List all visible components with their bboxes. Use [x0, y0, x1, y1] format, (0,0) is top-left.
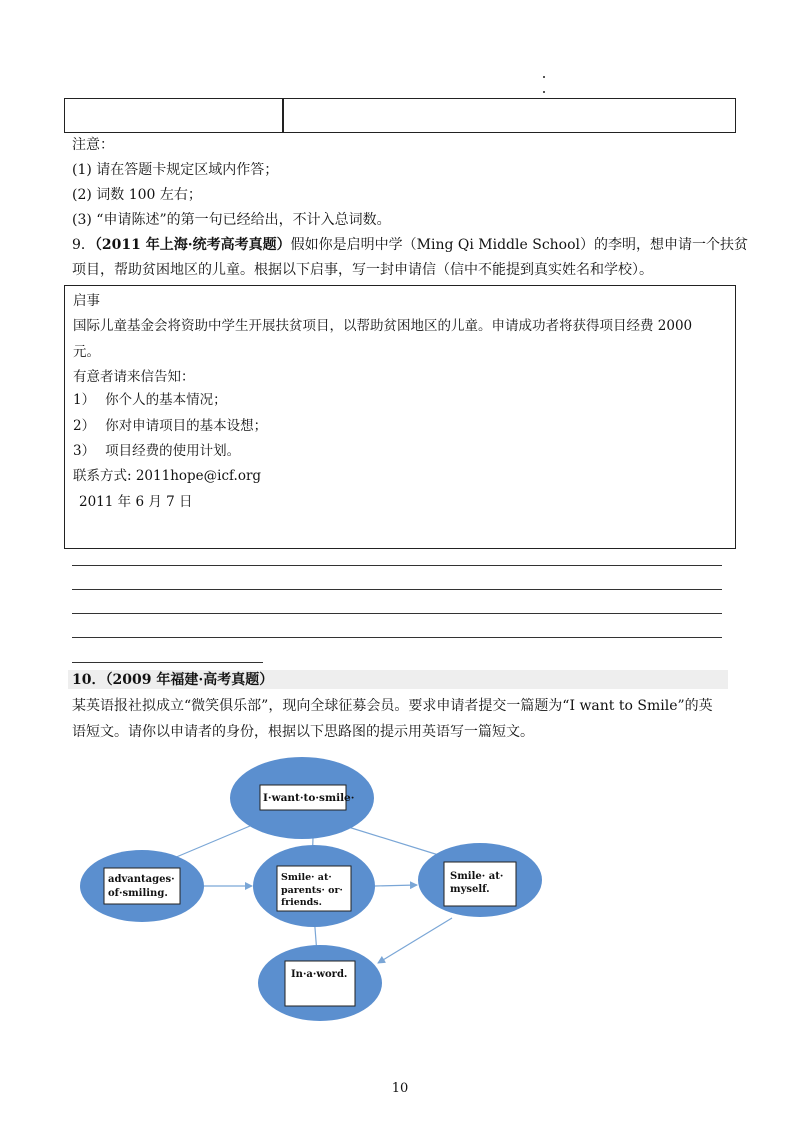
notice-item-num: 2）: [73, 418, 96, 434]
notice-body-line2: 元。: [73, 344, 100, 360]
node-left-text-2: of·smiling.: [108, 888, 168, 899]
notice-item-num: 1）: [73, 392, 96, 408]
notice-title: 启事: [73, 293, 100, 309]
node-center-text-3: friends.: [281, 897, 322, 908]
note-item: (3) “申请陈述”的第一句已经给出，不计入总词数。: [72, 212, 391, 228]
node-left-text-1: advantages·: [108, 874, 175, 885]
q9-source: （2011 年上海·统考高考真题）: [94, 237, 291, 253]
notice-ask: 有意者请来信告知：: [73, 369, 195, 385]
notes-heading: 注意：: [72, 137, 114, 153]
q10-heading: 10．（2009 年福建·高考真题）: [72, 672, 274, 688]
note-item: (1) 请在答题卡规定区域内作答；: [72, 162, 279, 178]
notice-contact: 联系方式: 2011hope@icf.org: [73, 468, 262, 484]
node-bottom-text: In·a·word.: [291, 969, 348, 980]
q10-prompt-line1: 某英语报社拟成立“微笑俱乐部”，现向全球征募会员。要求申请者提交一篇题为“I want to Smile”的英: [72, 698, 713, 714]
node-box: [285, 961, 355, 1006]
notice-item-text: 你对申请项目的基本设想；: [105, 418, 268, 434]
connector-line: [174, 826, 250, 858]
q9-prompt-text: 假如你是启明中学（Ming Qi Middle School）的李明，想申请一个扶贫: [290, 237, 749, 253]
q9-prompt-line2: 项目，帮助贫困地区的儿童。根据以下启事，写一封申请信（信中不能提到真实姓名和学校）。: [72, 262, 653, 278]
node-center-text-2: parents· or·: [281, 885, 343, 896]
notice-item-text: 项目经费的使用计划。: [105, 443, 241, 459]
note-item: (2) 词数 100 左右；: [72, 187, 202, 203]
node-center-text-1: Smile· at·: [281, 872, 332, 883]
node-top-text: I·want·to·smile·: [263, 792, 355, 804]
notice-item-num: 3）: [73, 443, 96, 459]
notice-item-text: 你个人的基本情况；: [105, 392, 227, 408]
q9-number: 9．: [72, 237, 95, 253]
notice-body-line1: 国际儿童基金会将资助中学生开展扶贫项目，以帮助贫困地区的儿童。申请成功者将获得项目经费 2000: [73, 318, 693, 334]
node-right-text-1: Smile· at·: [450, 871, 504, 882]
notice-date: 2011 年 6 月 7 日: [79, 494, 193, 510]
page-number: 10: [391, 1081, 409, 1096]
node-right-text-2: myself.: [450, 884, 490, 895]
q10-prompt-line2: 语短文。请你以申请者的身份，根据以下思路图的提示用英语写一篇短文。: [72, 724, 534, 740]
connector-line: [345, 826, 445, 857]
arrow: [378, 918, 452, 963]
arrow: [375, 885, 417, 886]
